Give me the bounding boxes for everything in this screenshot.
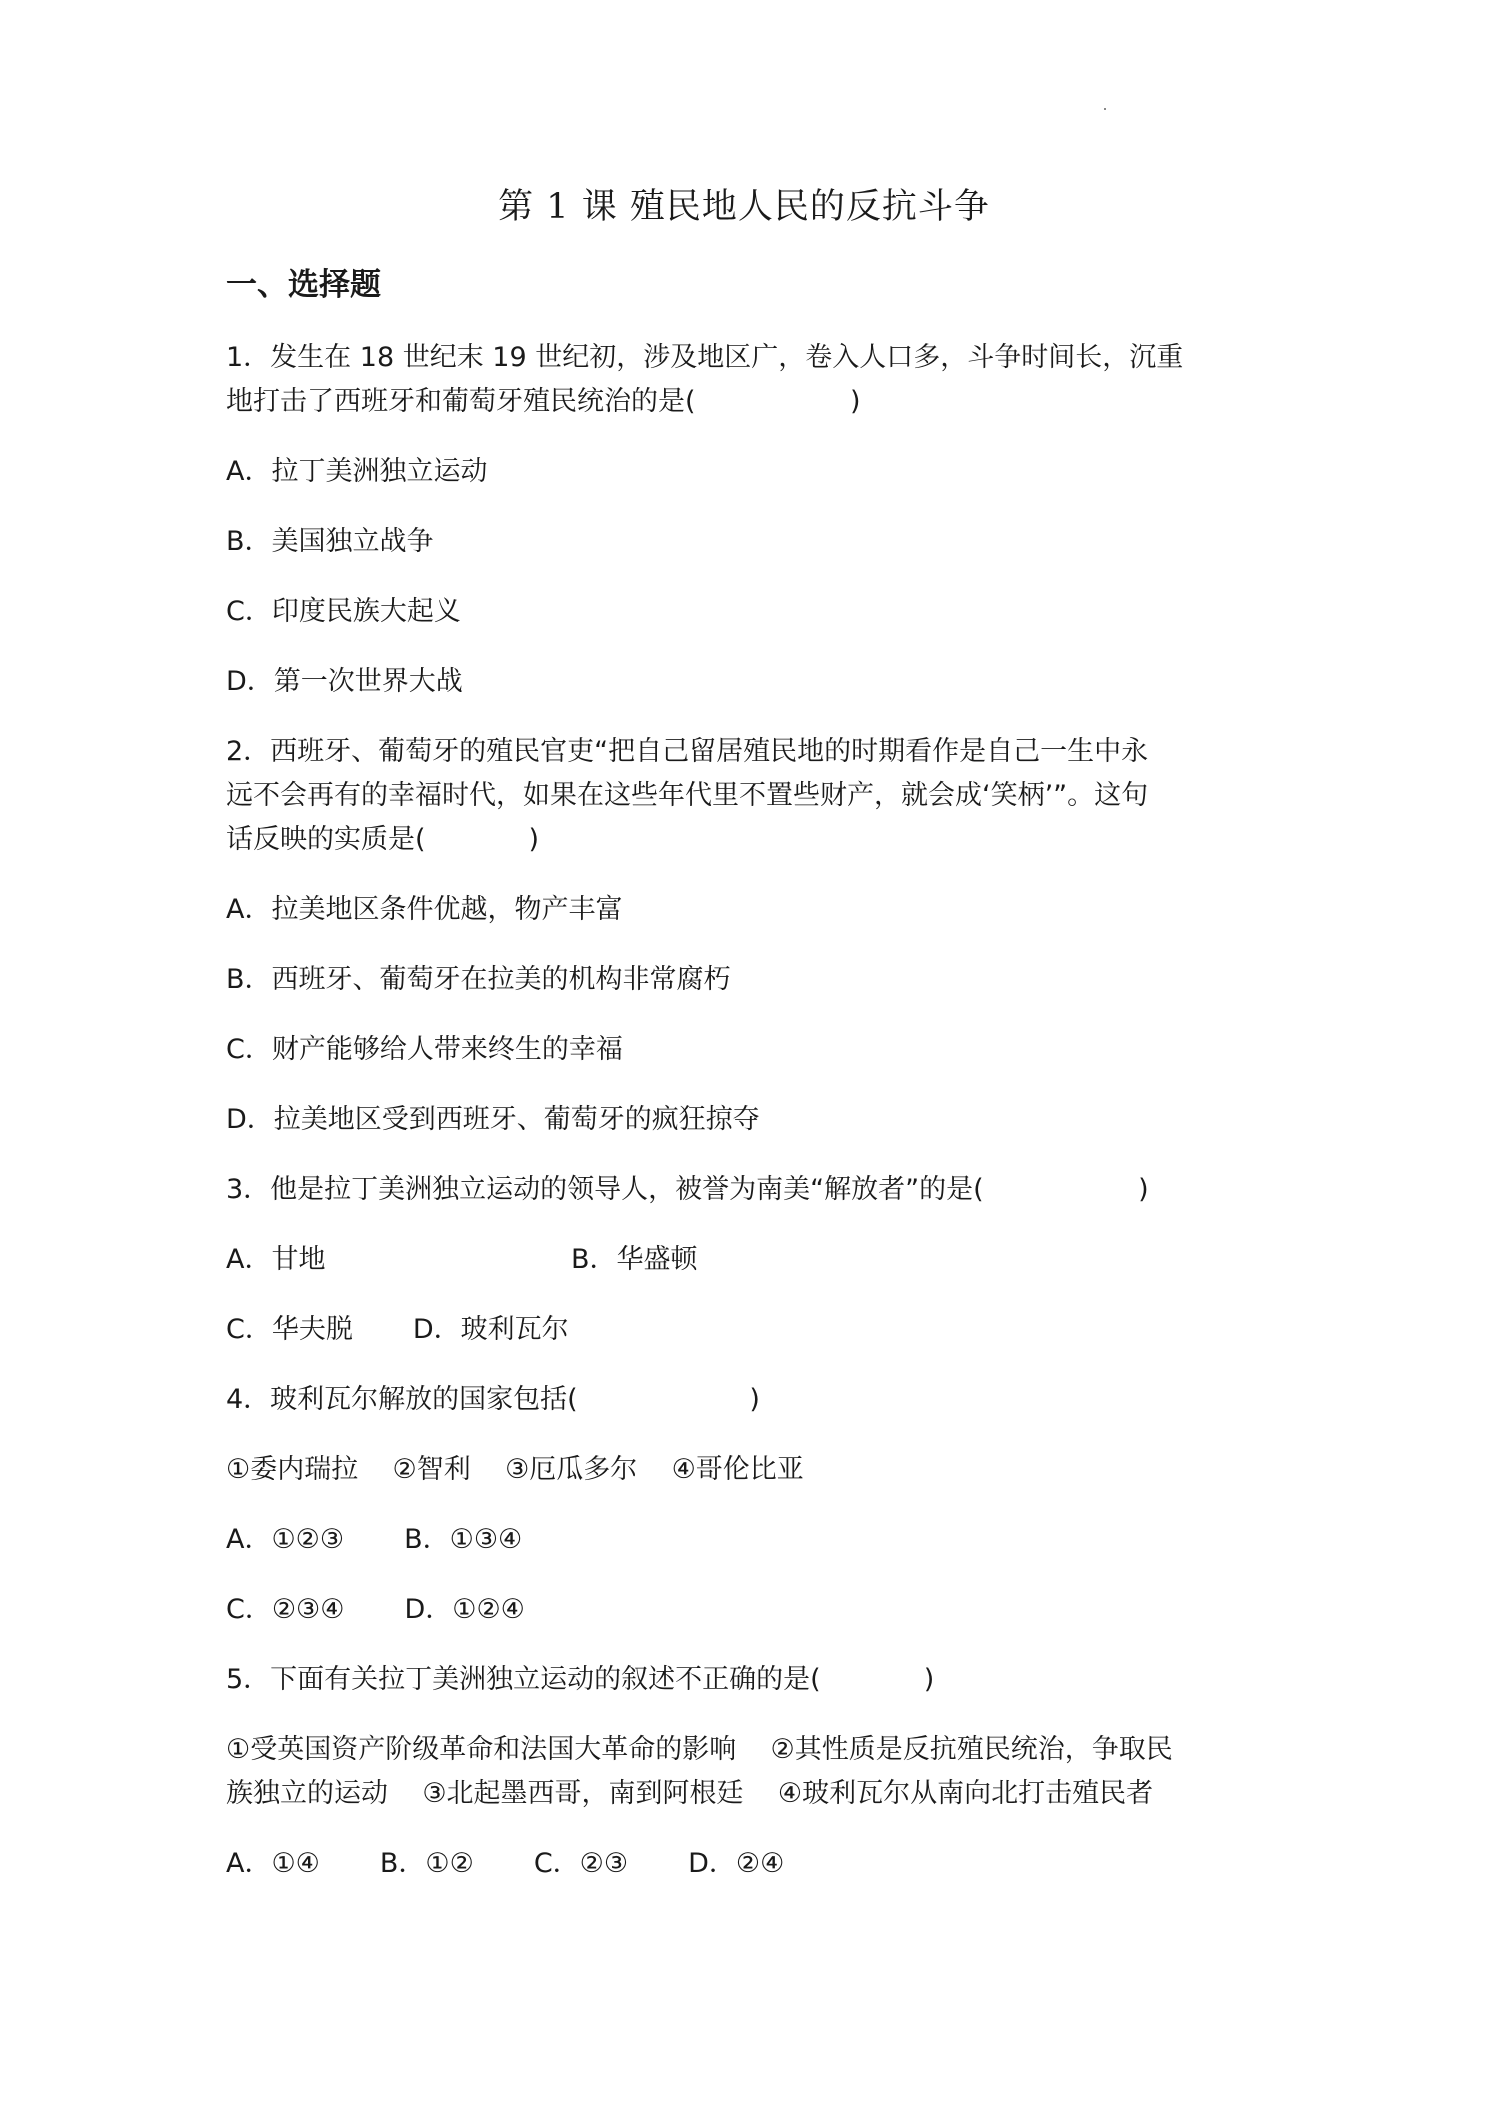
question-3 (226, 1168, 1266, 1352)
question-list (226, 336, 1266, 1886)
question-4-stem-line-1: 4．玻利瓦尔解放的国家包括( ) (226, 1384, 760, 1415)
question-4-option-b: B．①③④ (404, 1524, 523, 1555)
question-3-option-b: B．华盛顿 (571, 1244, 698, 1275)
question-4-items: ①委内瑞拉 ②智利 ③厄瓜多尔 ④哥伦比亚 (226, 1454, 804, 1485)
question-1-stem-line-1: 1．发生在 18 世纪末 19 世纪初，涉及地区广，卷入人口多，斗争时间长，沉重 (226, 342, 1184, 373)
question-5-stem-line-1: 5．下面有关拉丁美洲独立运动的叙述不正确的是( ) (226, 1664, 935, 1695)
question-5-option-a: A．①④ (226, 1848, 320, 1879)
question-4-options-row-1 (226, 1518, 1266, 1562)
lesson-title: 第 1 课 殖民地人民的反抗斗争 (498, 187, 990, 227)
question-1 (226, 336, 1266, 704)
section-heading: 一、选择题 (226, 267, 381, 303)
question-4-option-d: D．①②④ (404, 1594, 525, 1625)
question-5-option-d: D．②④ (688, 1848, 785, 1879)
question-2-option-d: D．拉美地区受到西班牙、葡萄牙的疯狂掠夺 (226, 1104, 760, 1135)
question-1-option-d: D．第一次世界大战 (226, 666, 463, 697)
question-3-stem-line-1: 3．他是拉丁美洲独立运动的领导人，被誉为南美“解放者”的是( ) (226, 1174, 1149, 1205)
question-2-option-c: C．财产能够给人带来终生的幸福 (226, 1034, 623, 1065)
question-2 (226, 730, 1266, 1142)
question-4 (226, 1378, 1266, 1632)
question-5 (226, 1658, 1266, 1886)
question-3-options-row-2 (226, 1308, 1266, 1352)
question-2-stem-line-2: 远不会再有的幸福时代，如果在这些年代里不置些财产，就会成‘笑柄’”。这句 (226, 780, 1149, 811)
question-4-option-a: A．①②③ (226, 1524, 345, 1555)
question-4-option-c: C．②③④ (226, 1594, 345, 1625)
question-3-option-a: A．甘地 (226, 1244, 326, 1275)
question-1-option-b: B．美国独立战争 (226, 526, 434, 557)
question-2-stem-line-1: 2．西班牙、葡萄牙的殖民官吏“把自己留居殖民地的时期看作是自己一生中永 (226, 736, 1149, 767)
question-2-stem-line-3: 话反映的实质是( ) (226, 824, 540, 855)
question-5-items-line-1: ①受英国资产阶级革命和法国大革命的影响 ②其性质是反抗殖民统治，争取民 (226, 1734, 1173, 1765)
question-5-items-line-2: 族独立的运动 ③北起墨西哥，南到阿根廷 ④玻利瓦尔从南向北打击殖民者 (226, 1778, 1154, 1809)
question-5-option-c: C．②③ (533, 1848, 629, 1879)
page-mark (1104, 108, 1106, 110)
question-5-option-b: B．①② (379, 1848, 474, 1879)
question-4-options-row-2 (226, 1588, 1266, 1632)
question-2-option-a: A．拉美地区条件优越，物产丰富 (226, 894, 623, 925)
question-2-option-b: B．西班牙、葡萄牙在拉美的机构非常腐朽 (226, 964, 731, 995)
question-1-option-c: C．印度民族大起义 (226, 596, 461, 627)
question-3-option-d: D．玻利瓦尔 (412, 1314, 569, 1345)
question-5-options-row (226, 1842, 1266, 1886)
question-3-options-row-1 (226, 1238, 1266, 1282)
question-1-option-a: A．拉丁美洲独立运动 (226, 456, 488, 487)
question-3-option-c: C．华夫脱 (226, 1314, 353, 1345)
question-1-stem-line-2: 地打击了西班牙和葡萄牙殖民统治的是( ) (226, 386, 861, 417)
